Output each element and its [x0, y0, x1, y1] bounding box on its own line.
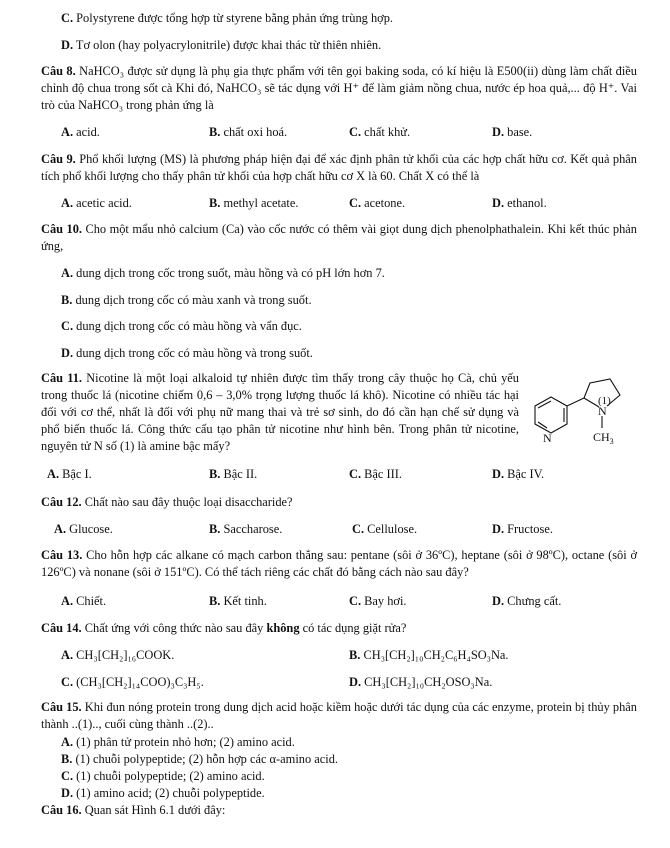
- nicotine-structure-figure: [527, 370, 639, 452]
- question-10: Câu 10. Cho một mẩu nhỏ calcium (Ca) vào cốc nước có thêm vài giọt dung dịch phenolphathalein. Khi kết thúc phản ứng,: [41, 222, 637, 253]
- q10-option-c: C. dung dịch trong cốc có màu hồng và vẩn đục.: [61, 319, 302, 333]
- question-14: Câu 14. Chất ứng với công thức nào sau đây không có tác dụng giặt rửa?: [41, 621, 407, 635]
- q12-option-a: A. Glucose.: [54, 522, 113, 536]
- ring-link-bond: [567, 398, 584, 406]
- q13-option-d: D. Chưng cất.: [492, 594, 562, 608]
- q11-option-d: D. Bậc IV.: [492, 467, 545, 481]
- q11-option-a: A. Bậc I.: [47, 467, 92, 481]
- q9-option-c: C. acetone.: [349, 196, 406, 210]
- q10-option-b: B. dung dịch trong cốc có màu xanh và trong suốt.: [61, 293, 312, 307]
- nicotine-n-pyrrolidine: N: [598, 404, 607, 418]
- pyridine-ring: [535, 397, 567, 433]
- nicotine-ch3: $CH_3$: [593, 430, 614, 446]
- q14-option-c: C. (CH₃[CH₂]₁₄COO)₃C₃H₅.: [61, 675, 204, 689]
- q15-option-d: D. (1) amino acid; (2) chuỗi polypeptide.: [61, 786, 265, 800]
- q15-option-b: B. (1) chuỗi polypeptide; (2) hỗn hợp các α-amino acid.: [61, 752, 338, 766]
- q8-option-d: D. base.: [492, 125, 533, 139]
- question-13: Câu 13. Cho hỗn hợp các alkane có mạch carbon thẳng sau: pentane (sôi ở 36ºC), heptane (sôi ở 98ºC), octane (sôi ở 126ºC) và nonane (sôi ở 151ºC). Có thể tách riêng các chất đó bằng cách nào sau đây?: [41, 548, 637, 579]
- q12-option-c: C. Cellulose.: [352, 522, 418, 536]
- q12-option-d: D. Fructose.: [492, 522, 553, 536]
- question-12: Câu 12. Chất nào sau đây thuộc loại disaccharide?: [41, 495, 293, 509]
- q9-option-a: A. acetic acid.: [61, 196, 132, 210]
- q13-option-c: C. Bay hơi.: [349, 594, 407, 608]
- nicotine-n-pyridine: N: [543, 431, 552, 445]
- nicotine-label-1: (1): [598, 395, 611, 407]
- q12-option-b: B. Saccharose.: [209, 522, 283, 536]
- question-16: Câu 16. Quan sát Hình 6.1 dưới đây:: [41, 803, 226, 817]
- q11-option-b: B. Bậc II.: [209, 467, 258, 481]
- q14-option-a: A. CH₃[CH₂]₁₆COOK.: [61, 648, 175, 662]
- q14-option-d: D. CH₃[CH₂]₁₀CH₂OSO₃Na.: [349, 675, 493, 689]
- question-15: Câu 15. Khi đun nóng protein trong dung dịch acid hoặc kiềm hoặc dưới tác dụng của các enzyme, protein bị thủy phân thành ..(1).., cuối cùng thành ..(2)..: [41, 700, 637, 731]
- q10-option-d: D. dung dịch trong cốc có màu hồng và trong suốt.: [61, 346, 313, 360]
- q9-option-b: B. methyl acetate.: [209, 196, 299, 210]
- question-11: Câu 11. Nicotine là một loại alkaloid tự nhiên được tìm thấy trong cây thuộc họ Cà, chủ yếu trong thuốc lá (nicotine chiếm 0,6 – 3,0% trọng lượng thuốc lá khô). Nicotine có nhiều tác hại đối với cơ thể, nhất là đối với phụ nữ mang thai và trẻ sơ sinh, do đó cần hạn chế sử dụng và phổ biến thuốc lá. Công thức cấu tạo phân tử nicotine như hình bên. Trong phân tử nicotine, nguyên tử N số (1) là amine bậc mấy?: [41, 371, 519, 453]
- pyrrolidine-bond-n: [584, 398, 599, 407]
- option-c-prev: C. Polystyrene được tổng hợp từ styrene bằng phản ứng trùng hợp.: [61, 11, 393, 25]
- q13-option-b: B. Kết tinh.: [209, 594, 267, 608]
- q11-option-c: C. Bậc III.: [349, 467, 402, 481]
- question-9: Câu 9. Phổ khối lượng (MS) là phương pháp hiện đại để xác định phân tử khối của các hợp chất hữu cơ. Kết quả phân tích phổ khối lượng cho thấy phân tử khối của hợp chất hữu cơ X là 60. Chất X có thể là: [41, 152, 637, 183]
- q14-option-b: B. CH₃[CH₂]₁₀CH₂C₆H₄SO₃Na.: [349, 648, 509, 662]
- q8-option-a: A. acid.: [61, 125, 100, 139]
- q13-option-a: A. Chiết.: [61, 594, 107, 608]
- q15-option-c: C. (1) chuỗi polypeptide; (2) amino acid.: [61, 769, 265, 783]
- pyridine-double-bond-1: [538, 401, 551, 408]
- q15-option-a: A. (1) phân tử protein nhỏ hơn; (2) amino acid.: [61, 735, 295, 749]
- q10-option-a: A. dung dịch trong cốc trong suốt, màu hồng và có pH lớn hơn 7.: [61, 266, 385, 280]
- q9-option-d: D. ethanol.: [492, 196, 547, 210]
- option-d-prev: D. Tơ olon (hay polyacrylonitrile) được khai thác từ thiên nhiên.: [61, 38, 382, 52]
- q8-option-b: B. chất oxi hoá.: [209, 125, 288, 139]
- question-8: Câu 8. NaHCO₃ được sử dụng là phụ gia thực phẩm với tên gọi baking soda, có kí hiệu là E500(ii) dùng làm chất điều chỉnh độ chua trong sốt cà Khi đó, NaHCO₃ sẽ tác dụng với H⁺ để làm giảm nồng chua, nước ép hoa quả,... độ H⁺. Vai trò của NaHCO₃ trong phản ứng là: [41, 64, 637, 112]
- pyridine-double-bond-3: [538, 422, 547, 428]
- q8-option-c: C. chất khử.: [349, 125, 411, 139]
